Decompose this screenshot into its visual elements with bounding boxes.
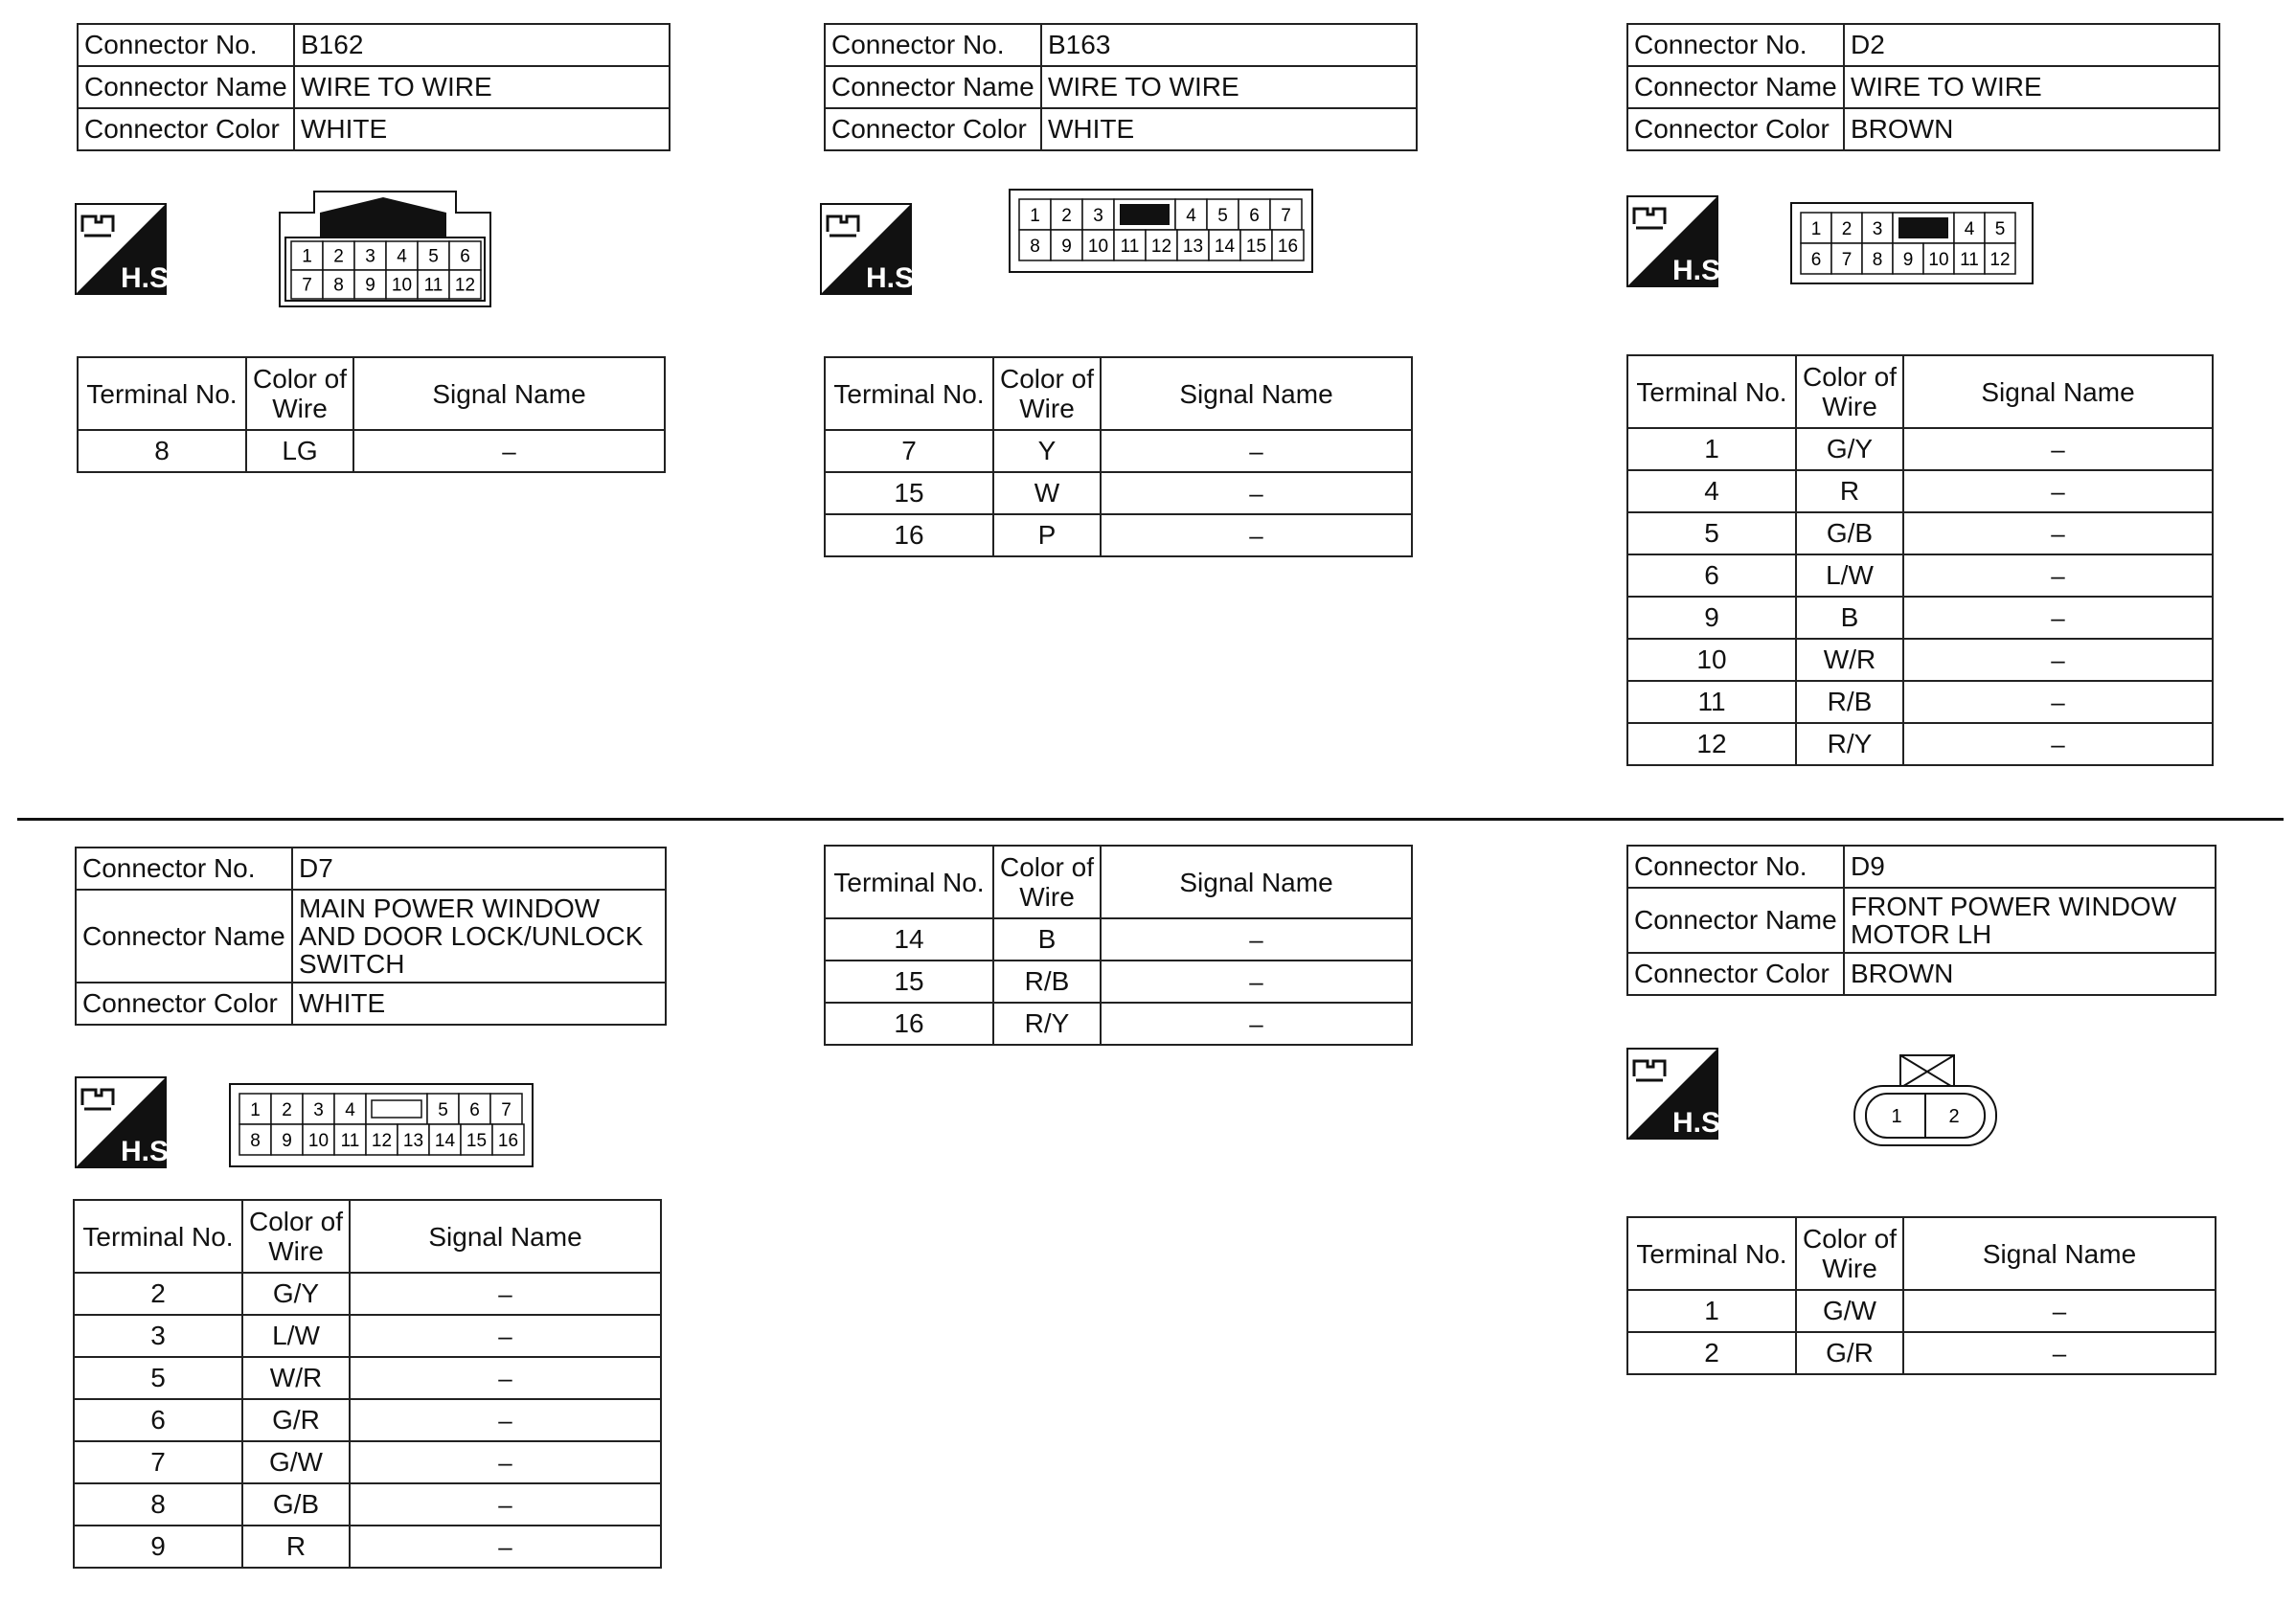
pin-label: 11 [423, 275, 443, 296]
harness-side-icon [75, 203, 177, 295]
signal-name-cell: – [350, 1315, 661, 1357]
hs-label: H.S. [1672, 255, 1729, 286]
terminal-no-cell: 15 [825, 472, 993, 514]
pin-label: 12 [454, 275, 476, 296]
terminal-no-cell: 6 [74, 1399, 242, 1441]
label-connector-name: Connector Name [76, 890, 292, 983]
wire-color-cell: R [1796, 470, 1903, 512]
wire-color-cell: LG [246, 430, 353, 472]
pin-label: 9 [365, 275, 375, 296]
signal-name-cell: – [1101, 514, 1412, 556]
connector-color-value: BROWN [1844, 953, 2216, 995]
wire-color-cell: G/Y [1796, 428, 1903, 470]
connector-face-b162 [278, 188, 492, 310]
terminal-no-cell: 7 [74, 1441, 242, 1483]
pin-label: 8 [333, 275, 344, 296]
wire-color-cell: Y [993, 430, 1101, 472]
terminal-row [74, 1526, 661, 1568]
terminal-rows [1627, 1290, 2216, 1374]
pin-label: 1 [1030, 206, 1040, 227]
terminal-no-cell: 8 [78, 430, 246, 472]
terminal-table-d7-continued [824, 845, 1413, 1046]
header-color-of-wire: Color of Wire [1796, 1217, 1903, 1290]
connector-face-b163 [1008, 188, 1314, 274]
connector-color-value: WHITE [292, 983, 666, 1025]
header-signal-name: Signal Name [1101, 357, 1412, 430]
connector-color-value: WHITE [1041, 108, 1417, 150]
connector-face-d2 [1789, 201, 2035, 285]
wire-color-cell: B [1796, 597, 1903, 639]
header-terminal-no: Terminal No. [74, 1200, 242, 1273]
signal-name-cell: – [1903, 1290, 2216, 1332]
connector-name-value: WIRE TO WIRE [294, 66, 670, 108]
terminal-row [1627, 470, 2213, 512]
wire-color-cell: G/R [1796, 1332, 1903, 1374]
signal-name-cell: – [1903, 470, 2213, 512]
pin-label: 10 [1087, 237, 1109, 258]
terminal-no-cell: 3 [74, 1315, 242, 1357]
terminal-rows [74, 1273, 661, 1568]
connector-name-value: FRONT POWER WINDOW MOTOR LH [1844, 888, 2216, 953]
header-signal-name: Signal Name [353, 357, 665, 430]
terminal-no-cell: 15 [825, 961, 993, 1003]
wire-color-cell: W/R [1796, 639, 1903, 681]
pin-label: 7 [302, 275, 312, 296]
signal-name-cell: – [1903, 554, 2213, 597]
header-signal-name: Signal Name [1903, 355, 2213, 428]
pin-label: 10 [1928, 250, 1949, 271]
connector-color-value: BROWN [1844, 108, 2219, 150]
terminal-rows [1627, 428, 2213, 765]
pin-label: 2 [1841, 219, 1853, 240]
signal-name-cell: – [1101, 430, 1412, 472]
pin-label: 14 [434, 1131, 456, 1152]
pin-label: 15 [1245, 237, 1267, 258]
pin-label: 16 [1277, 237, 1299, 258]
terminal-table-d9 [1626, 1216, 2216, 1375]
pin-label: 14 [1214, 237, 1236, 258]
connector-no-value: D2 [1844, 24, 2219, 66]
header-color-of-wire: Color of Wire [993, 357, 1101, 430]
terminal-rows [78, 430, 665, 472]
terminal-row [1627, 597, 2213, 639]
pin-label: 4 [397, 246, 407, 267]
terminal-no-cell: 5 [1627, 512, 1796, 554]
hs-label: H.S. [866, 262, 922, 294]
header-color-of-wire: Color of Wire [242, 1200, 350, 1273]
connector-info-d2 [1626, 23, 2220, 151]
pin-label: 3 [1872, 219, 1883, 240]
connector-info-d9 [1626, 845, 2216, 996]
terminal-rows [825, 918, 1412, 1045]
signal-name-cell: – [1903, 681, 2213, 723]
terminal-row [1627, 1290, 2216, 1332]
terminal-row [825, 514, 1412, 556]
pin-label: 8 [250, 1131, 261, 1152]
label-connector-no: Connector No. [1627, 846, 1844, 888]
pin-label: 4 [1964, 219, 1975, 240]
header-color-of-wire: Color of Wire [993, 846, 1101, 918]
pin-label: 13 [1182, 237, 1204, 258]
pin-label: 11 [1120, 237, 1140, 258]
wire-color-cell: P [993, 514, 1101, 556]
header-signal-name: Signal Name [1903, 1217, 2216, 1290]
wire-color-cell: L/W [242, 1315, 350, 1357]
terminal-row [1627, 681, 2213, 723]
pin-label: 7 [1281, 206, 1291, 227]
harness-side-icon [820, 203, 922, 295]
pin-label: 6 [460, 246, 470, 267]
signal-name-cell: – [1101, 918, 1412, 961]
label-connector-color: Connector Color [76, 983, 292, 1025]
wire-color-cell: G/Y [242, 1273, 350, 1315]
signal-name-cell: – [1101, 961, 1412, 1003]
pin-label: 6 [1249, 206, 1260, 227]
signal-name-cell: – [350, 1399, 661, 1441]
hs-label: H.S. [121, 262, 177, 294]
label-connector-color: Connector Color [78, 108, 294, 150]
pin-label: 9 [282, 1131, 292, 1152]
connector-color-value: WHITE [294, 108, 670, 150]
terminal-no-cell: 8 [74, 1483, 242, 1526]
terminal-row [1627, 428, 2213, 470]
terminal-table-b163 [824, 356, 1413, 557]
signal-name-cell: – [1903, 639, 2213, 681]
terminal-row [1627, 723, 2213, 765]
pin-label: 2 [333, 246, 344, 267]
pin-label: 3 [1093, 206, 1103, 227]
wire-color-cell: G/B [242, 1483, 350, 1526]
wire-color-cell: L/W [1796, 554, 1903, 597]
pin-label: 1 [250, 1100, 261, 1121]
pin-label: 13 [402, 1131, 424, 1152]
connector-no-value: B162 [294, 24, 670, 66]
terminal-no-cell: 7 [825, 430, 993, 472]
wire-color-cell: R/B [1796, 681, 1903, 723]
signal-name-cell: – [1903, 512, 2213, 554]
signal-name-cell: – [353, 430, 665, 472]
label-connector-color: Connector Color [1627, 953, 1844, 995]
pin-label: 7 [501, 1100, 511, 1121]
header-color-of-wire: Color of Wire [1796, 355, 1903, 428]
terminal-row [1627, 639, 2213, 681]
pin-label: 3 [313, 1100, 324, 1121]
signal-name-cell: – [1903, 428, 2213, 470]
terminal-no-cell: 4 [1627, 470, 1796, 512]
terminal-table-d2 [1626, 354, 2214, 766]
connector-info-d7 [75, 847, 667, 1026]
pin-label: 8 [1872, 250, 1883, 271]
pin-label: 9 [1902, 250, 1914, 271]
terminal-rows [825, 430, 1412, 556]
signal-name-cell: – [350, 1273, 661, 1315]
terminal-no-cell: 16 [825, 514, 993, 556]
wire-color-cell: R/Y [1796, 723, 1903, 765]
label-connector-no: Connector No. [825, 24, 1041, 66]
terminal-table-b162 [77, 356, 666, 473]
terminal-no-cell: 6 [1627, 554, 1796, 597]
connector-info-b162 [77, 23, 671, 151]
pin-label: 5 [1994, 219, 2006, 240]
pin-label: 2 [1948, 1106, 1960, 1127]
terminal-row [74, 1483, 661, 1526]
terminal-row [74, 1441, 661, 1483]
terminal-row [74, 1357, 661, 1399]
harness-side-icon [1626, 1048, 1729, 1140]
signal-name-cell: – [350, 1526, 661, 1568]
wire-color-cell: G/R [242, 1399, 350, 1441]
connector-face-d7 [228, 1082, 534, 1168]
label-connector-color: Connector Color [825, 108, 1041, 150]
pin-label: 12 [1989, 250, 2011, 271]
terminal-row [78, 430, 665, 472]
label-connector-no: Connector No. [1627, 24, 1844, 66]
label-connector-name: Connector Name [825, 66, 1041, 108]
pin-label: 1 [1891, 1106, 1902, 1127]
terminal-no-cell: 2 [74, 1273, 242, 1315]
connector-name-value: MAIN POWER WINDOW AND DOOR LOCK/UNLOCK SWITCH [292, 890, 666, 983]
pin-label: 4 [1186, 206, 1196, 227]
terminal-table-d7 [73, 1199, 662, 1569]
terminal-no-cell: 9 [1627, 597, 1796, 639]
signal-name-cell: – [350, 1441, 661, 1483]
header-signal-name: Signal Name [350, 1200, 661, 1273]
terminal-no-cell: 14 [825, 918, 993, 961]
terminal-row [825, 430, 1412, 472]
terminal-no-cell: 1 [1627, 1290, 1796, 1332]
terminal-row [825, 918, 1412, 961]
pin-label: 4 [345, 1100, 355, 1121]
pin-label: 8 [1030, 237, 1040, 258]
pin-label: 1 [302, 246, 312, 267]
terminal-no-cell: 12 [1627, 723, 1796, 765]
header-signal-name: Signal Name [1101, 846, 1412, 918]
connector-name-value: WIRE TO WIRE [1041, 66, 1417, 108]
section-divider [17, 818, 2284, 821]
terminal-row [1627, 554, 2213, 597]
pin-label: 5 [438, 1100, 448, 1121]
signal-name-cell: – [1903, 597, 2213, 639]
pin-label: 3 [365, 246, 375, 267]
wire-color-cell: W/R [242, 1357, 350, 1399]
pin-label: 12 [1150, 237, 1172, 258]
pin-label: 9 [1061, 237, 1072, 258]
terminal-no-cell: 9 [74, 1526, 242, 1568]
header-terminal-no: Terminal No. [1627, 1217, 1796, 1290]
hs-label: H.S. [121, 1136, 177, 1167]
terminal-row [1627, 512, 2213, 554]
connector-info-b163 [824, 23, 1418, 151]
terminal-no-cell: 10 [1627, 639, 1796, 681]
pin-label: 15 [466, 1131, 488, 1152]
connector-face-d9 [1853, 1053, 1998, 1149]
terminal-no-cell: 1 [1627, 428, 1796, 470]
connector-no-value: B163 [1041, 24, 1417, 66]
signal-name-cell: – [350, 1357, 661, 1399]
terminal-row [74, 1273, 661, 1315]
connector-no-value: D7 [292, 848, 666, 890]
label-connector-no: Connector No. [78, 24, 294, 66]
pin-label: 6 [1810, 250, 1822, 271]
harness-side-icon [75, 1076, 177, 1168]
terminal-row [1627, 1332, 2216, 1374]
signal-name-cell: – [350, 1483, 661, 1526]
terminal-row [74, 1315, 661, 1357]
terminal-row [74, 1399, 661, 1441]
connector-no-value: D9 [1844, 846, 2216, 888]
pin-label: 11 [340, 1131, 360, 1152]
connector-name-value: WIRE TO WIRE [1844, 66, 2219, 108]
wire-color-cell: G/W [242, 1441, 350, 1483]
wire-color-cell: G/B [1796, 512, 1903, 554]
label-connector-name: Connector Name [1627, 66, 1844, 108]
terminal-row [825, 961, 1412, 1003]
pin-label: 16 [497, 1131, 519, 1152]
signal-name-cell: – [1101, 1003, 1412, 1045]
header-terminal-no: Terminal No. [78, 357, 246, 430]
pin-label: 5 [1217, 206, 1228, 227]
signal-name-cell: – [1101, 472, 1412, 514]
terminal-no-cell: 11 [1627, 681, 1796, 723]
label-connector-name: Connector Name [1627, 888, 1844, 953]
pin-label: 10 [307, 1131, 330, 1152]
header-terminal-no: Terminal No. [825, 357, 993, 430]
wire-color-cell: R/Y [993, 1003, 1101, 1045]
pin-label: 5 [428, 246, 439, 267]
terminal-no-cell: 16 [825, 1003, 993, 1045]
header-terminal-no: Terminal No. [825, 846, 993, 918]
pin-label: 10 [391, 275, 413, 296]
pin-label: 2 [282, 1100, 292, 1121]
wire-color-cell: G/W [1796, 1290, 1903, 1332]
label-connector-name: Connector Name [78, 66, 294, 108]
label-connector-no: Connector No. [76, 848, 292, 890]
terminal-row [825, 472, 1412, 514]
terminal-row [825, 1003, 1412, 1045]
wire-color-cell: B [993, 918, 1101, 961]
pin-label: 2 [1061, 206, 1072, 227]
pin-label: 7 [1841, 250, 1853, 271]
wire-color-cell: W [993, 472, 1101, 514]
hs-label: H.S. [1672, 1107, 1729, 1139]
pin-label: 6 [469, 1100, 480, 1121]
pin-label: 1 [1810, 219, 1822, 240]
wire-color-cell: R [242, 1526, 350, 1568]
harness-side-icon [1626, 195, 1729, 287]
header-color-of-wire: Color of Wire [246, 357, 353, 430]
pin-label: 11 [1960, 250, 1979, 271]
terminal-no-cell: 2 [1627, 1332, 1796, 1374]
header-terminal-no: Terminal No. [1627, 355, 1796, 428]
wire-color-cell: R/B [993, 961, 1101, 1003]
signal-name-cell: – [1903, 723, 2213, 765]
pin-label: 12 [371, 1131, 393, 1152]
terminal-no-cell: 5 [74, 1357, 242, 1399]
signal-name-cell: – [1903, 1332, 2216, 1374]
label-connector-color: Connector Color [1627, 108, 1844, 150]
